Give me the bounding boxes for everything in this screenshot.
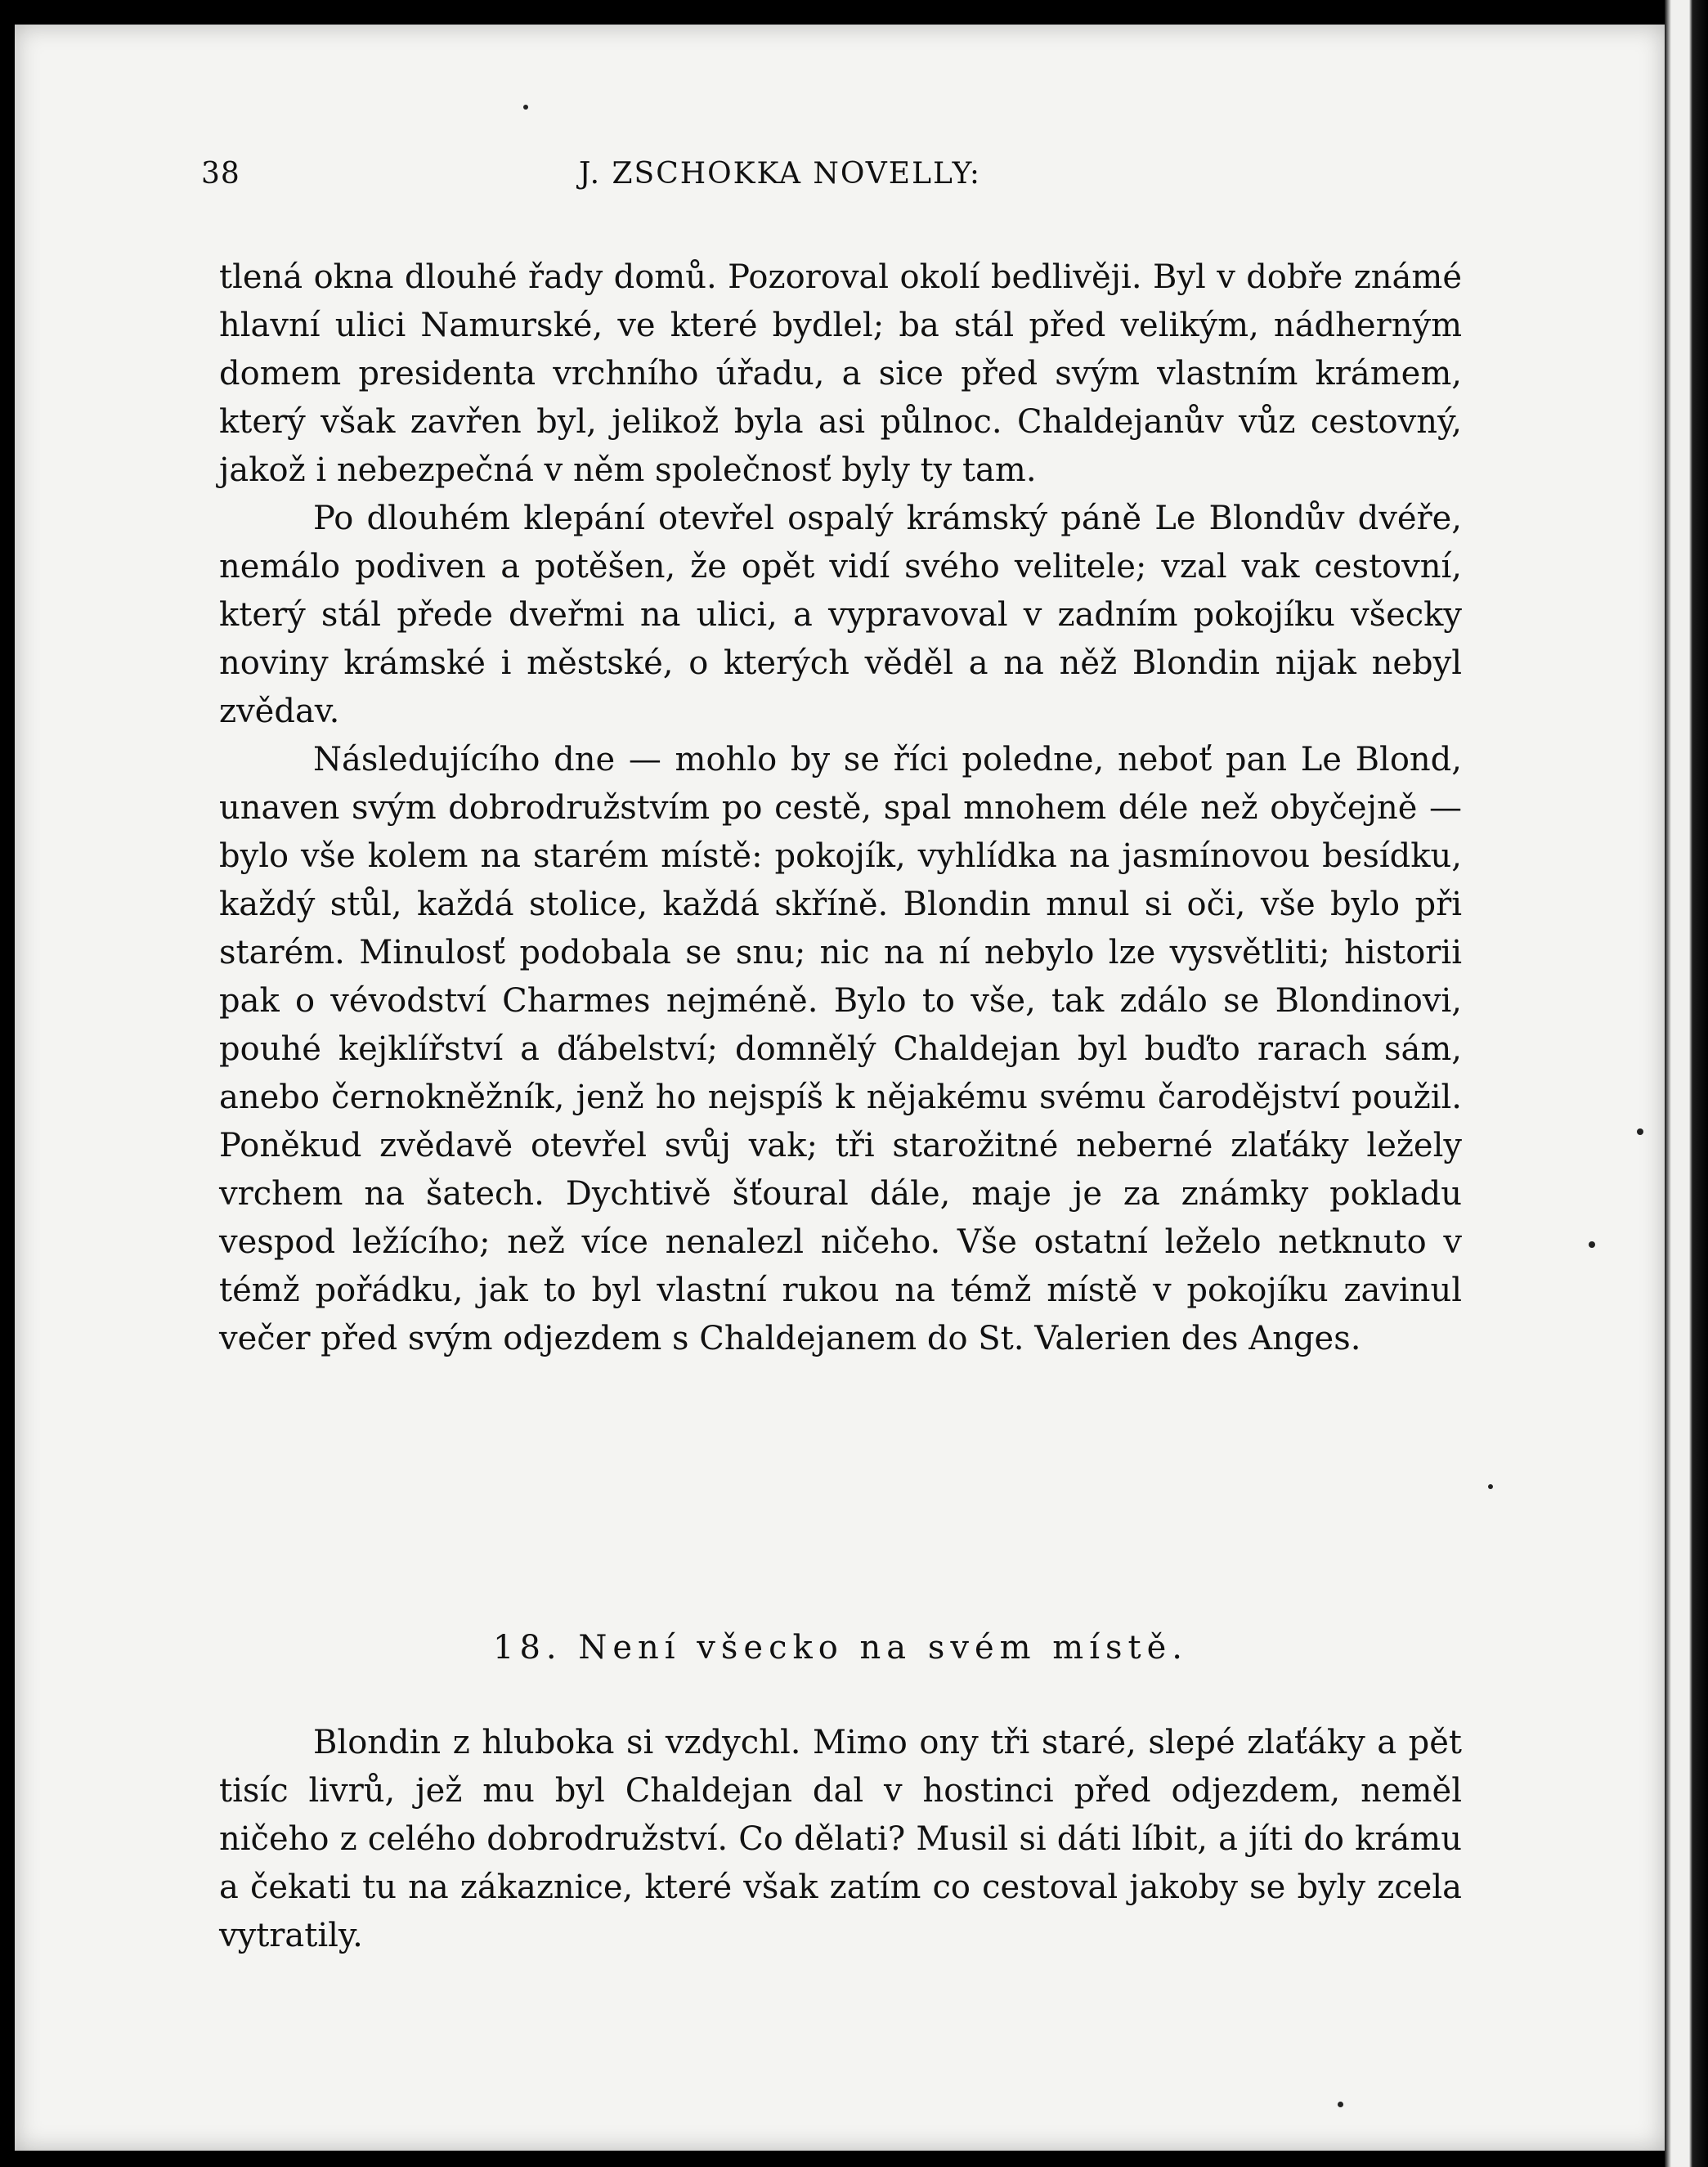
paper-speck bbox=[1637, 1128, 1643, 1135]
paper-speck bbox=[1488, 1484, 1493, 1489]
running-title: J. ZSCHOKKA NOVELLY: bbox=[579, 157, 982, 191]
paragraph: Po dlouhém klepání otevřel ospalý krámský páně Le Blondův dvéře, nemálo podiven a potěšen, že opět vidí svého velitele; vzal vak cestovní, který stál přede dveřmi na ulici, a vypravoval v zadním pokojíku všecky noviny krámské i městské, o kterých věděl a na něž Blondin nijak nebyl zvědav. bbox=[219, 500, 1462, 730]
body-text bbox=[219, 253, 1462, 1363]
book-page bbox=[15, 25, 1665, 2151]
paper-speck bbox=[1338, 2102, 1343, 2107]
paragraph: Následujícího dne — mohlo by se říci poledne, neboť pan Le Blond, unaven svým dobrodružstvím po cestě, spal mnohem déle než obyčejně — bylo vše kolem na starém místě: pokojík, vyhlídka na jasmínovou besídku, každý stůl, každá stolice, každá skříně. Blondin mnul si oči, vše bylo při starém. Minulosť podobala se snu; nic na ní nebylo lze vysvětliti; historii pak o vévodství Charmes nejméně. Bylo to vše, tak zdálo se Blondinovi, pouhé kejklířství a ďábelství; domnělý Chaldejan byl buďto rarach sám, anebo černokněžník, jenž ho nejspíš k nějakému svému čarodějství použil. Poněkud zvědavě otevřel svůj vak; tři starožitné neberné zlaťáky ležely vrchem na šatech. Dychtivě šťoural dále, maje je za známky pokladu vespod ležícího; než více nenalezl ničeho. Vše ostatní leželo netknuto v témž pořádku, jak to byl vlastní rukou na témž místě v pokojíku zavinul večer před svým odjezdem s Chaldejanem do St. Valerien des Anges. bbox=[219, 741, 1462, 1357]
page-number: 38 bbox=[201, 157, 240, 191]
chapter-text bbox=[219, 1719, 1462, 1960]
chapter-heading: 18. Není všecko na svém místě. bbox=[493, 1629, 1188, 1667]
book-spine bbox=[1665, 0, 1708, 2167]
paragraph: Blondin z hluboka si vzdychl. Mimo ony tři staré, slepé zlaťáky a pět tisíc livrů, jež mu byl Chaldejan dal v hostinci před odjezdem, neměl ničeho z celého dobrodružství. Co dělati? Musil si dáti líbit, a jíti do krámu a čekati tu na zákaznice, které však zatím co cestoval jakoby se byly zcela vytratily. bbox=[219, 1724, 1462, 1954]
paper-speck bbox=[523, 105, 528, 110]
paragraph: tlená okna dlouhé řady domů. Pozoroval okolí bedlivěji. Byl v dobře známé hlavní ulici Namurské, ve které bydlel; ba stál před velikým, nádherným domem presidenta vrchního úřadu, a sice před svým vlastním krámem, který však zavřen byl, jelikož byla asi půlnoc. Chaldejanův vůz cestovný, jakož i nebezpečná v něm společnosť byly ty tam. bbox=[219, 258, 1462, 489]
paper-speck bbox=[1589, 1241, 1595, 1248]
page-header bbox=[15, 157, 1665, 198]
